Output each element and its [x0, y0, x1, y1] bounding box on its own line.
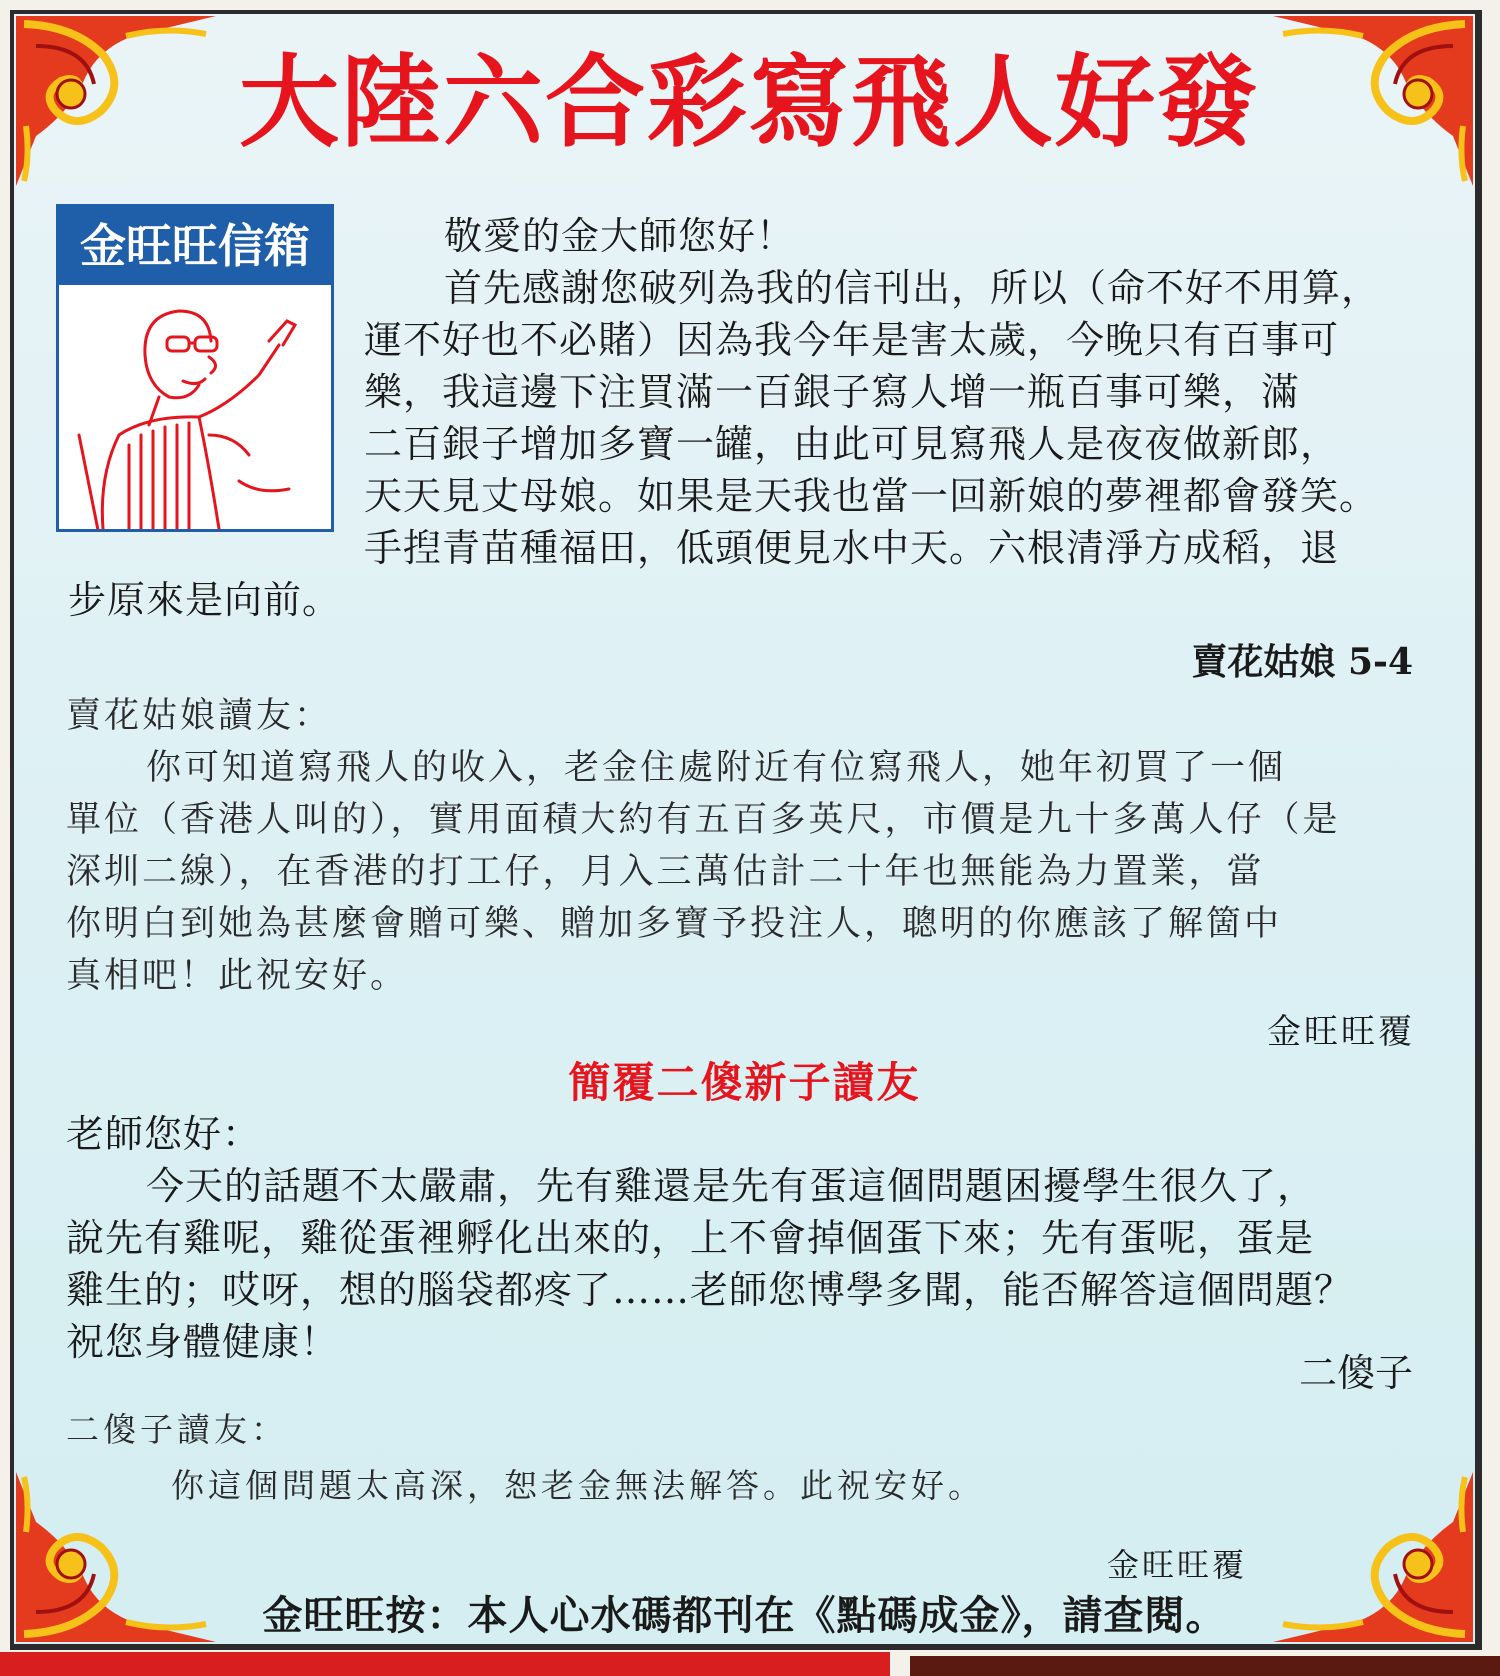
reply-line: 你明白到她為甚麼會贈可樂、贈加多寶予投注人，聰明的你應該了解箇中 [66, 904, 1283, 944]
section-subheading: 簡覆二傻新子讀友 [568, 1058, 921, 1107]
ornament-corner-top-left [16, 16, 231, 201]
columnist-reply-2 [66, 1402, 985, 1514]
footer-note: 金旺旺按：本人心水碼都刊在《點碼成金》，請查閱。 [262, 1593, 1227, 1639]
letter-line: 今天的話題不太嚴肅，先有雞還是先有蛋這個問題困擾學生很久了， [146, 1164, 1317, 1208]
letter-line: 雞生的；哎呀，想的腦袋都疼了……老師您博學多聞，能否解答這個問題？ [66, 1268, 1354, 1312]
column-logo-label: 金旺旺信箱 [59, 207, 331, 285]
reply-line: 真相吧！此祝安好。 [66, 956, 409, 996]
reply-line: 深圳二線），在香港的打工仔，月入三萬估計二十年也無能為力置業，當 [66, 852, 1265, 892]
letter-line: 運不好也不必賭）因為我今年是害太歲，今晚只有百事可 [364, 318, 1340, 362]
letter-line: 天天見丈母娘。如果是天我也當一回新娘的夢裡都會發笑。 [364, 474, 1379, 518]
adjacent-red-strip [0, 1652, 890, 1676]
column-logo [56, 204, 334, 532]
columnist-illustration [59, 285, 331, 529]
letter-line: 敬愛的金大師您好！ [444, 214, 796, 258]
headline: 大陸六合彩寫飛人好發 [239, 44, 1259, 161]
letter-line: 說先有雞呢，雞從蛋裡孵化出來的，上不會掉個蛋下來；先有蛋呢，蛋是 [66, 1216, 1315, 1260]
reply-1-signature: 金旺旺覆 [1267, 1012, 1415, 1052]
reader-letter-2 [66, 1108, 1353, 1368]
adjacent-dark-strip [910, 1656, 1500, 1676]
letter-line: 老師您好： [66, 1112, 262, 1156]
reply-line: 二傻子讀友： [66, 1410, 288, 1449]
letter-line: 步原來是向前。 [68, 578, 342, 622]
letter-line: 二百銀子增加多寶一罐，由此可見寫飛人是夜夜做新郎， [364, 422, 1340, 466]
letter-1-signature: 賣花姑娘 5-4 [1191, 641, 1413, 683]
reply-line: 賣花姑娘讀友： [66, 696, 333, 736]
reply-line: 你可知道寫飛人的收入，老金住處附近有位寫飛人，她年初買了一個 [146, 748, 1287, 788]
letter-line: 樂，我這邊下注買滿一百銀子寫人增一瓶百事可樂，滿 [364, 370, 1301, 414]
letter-line: 祝您身體健康！ [66, 1320, 340, 1364]
columnist-reply-1 [66, 690, 1341, 1002]
letter-line: 首先感謝您破列為我的信刊出，所以（命不好不用算， [444, 266, 1381, 310]
adjacent-page-strip [0, 1652, 1500, 1676]
newspaper-column [10, 10, 1482, 1650]
reply-line: 單位（香港人叫的），實用面積大約有五百多英尺，市價是九十多萬人仔（是 [66, 800, 1341, 840]
reply-2-signature: 金旺旺覆 [1106, 1546, 1247, 1584]
letter-2-signature: 二傻子 [1298, 1351, 1413, 1395]
letter-line: 手揑青苗種福田，低頭便見水中天。六根清淨方成稻，退 [364, 526, 1340, 570]
reply-line: 你這個問題太高深，恕老金無法解答。此祝安好。 [171, 1466, 985, 1505]
